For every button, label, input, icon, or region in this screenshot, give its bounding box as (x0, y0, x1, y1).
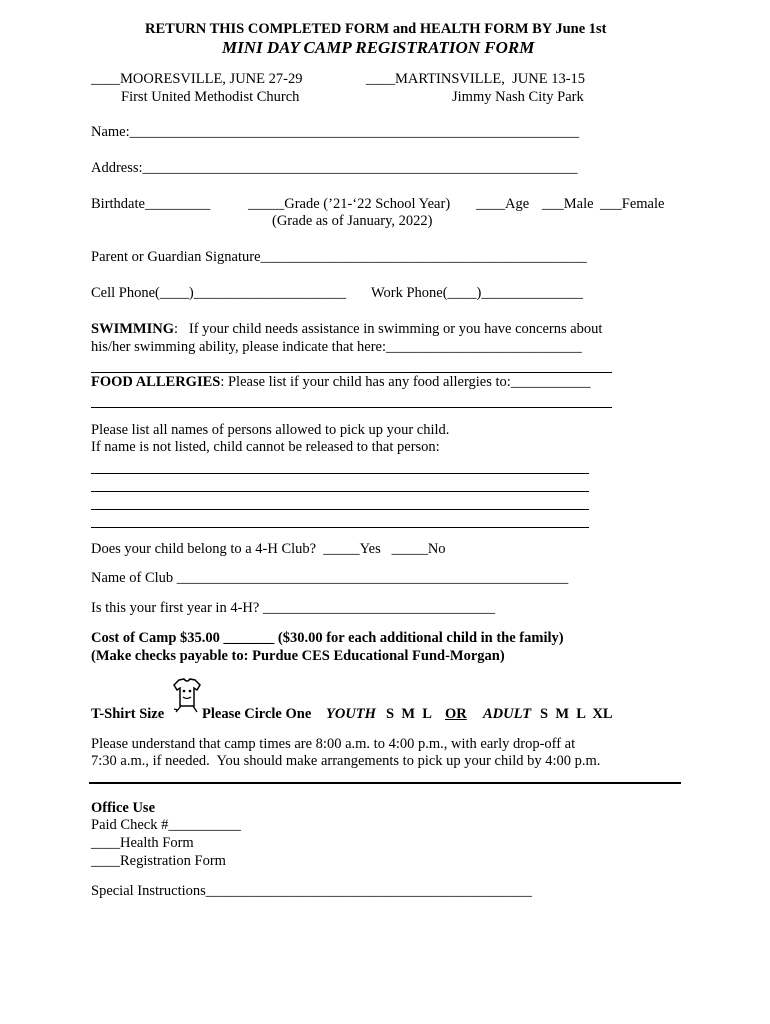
four-h-question[interactable]: Does your child belong to a 4-H Club? _____Yes _____No (91, 541, 446, 557)
adult-label: ADULT (483, 706, 532, 722)
adult-sizes[interactable]: S M L XL (540, 706, 613, 722)
first-year-field[interactable]: Is this your first year in 4-H? ________________________________ (91, 600, 495, 616)
pickup-line[interactable] (91, 527, 589, 528)
cell-phone-field[interactable]: Cell Phone(____)_____________________ (91, 285, 346, 301)
office-use-title: Office Use (91, 800, 156, 816)
tshirt-size-label: T-Shirt Size (91, 706, 165, 722)
location-mooresville-venue: First United Methodist Church (121, 89, 300, 105)
age-field[interactable]: ____Age (476, 196, 530, 212)
grade-field[interactable]: _____Grade (’21-‘22 School Year) (248, 196, 451, 212)
location-martinsville[interactable]: ____MARTINSVILLE, JUNE 13-15 (366, 71, 586, 87)
health-form-check[interactable]: ____Health Form (91, 835, 194, 851)
pickup-line[interactable] (91, 509, 589, 510)
pickup-instruction-2: If name is not listed, child cannot be released to that person: (91, 439, 440, 455)
location-mooresville[interactable]: ____MOORESVILLE, JUNE 27-29 (91, 71, 303, 87)
section-divider (89, 782, 681, 784)
name-field[interactable]: Name:______________________________________________________________ (91, 124, 580, 140)
paid-check-field[interactable]: Paid Check #__________ (91, 817, 241, 833)
female-option[interactable]: ___Female (600, 196, 665, 212)
location-martinsville-venue: Jimmy Nash City Park (452, 89, 584, 105)
birthdate-field[interactable]: Birthdate_________ (91, 196, 211, 212)
cost-line[interactable]: Cost of Camp $35.00 _______ ($30.00 for each additional child in the family) (91, 630, 564, 646)
guardian-signature-field[interactable]: Parent or Guardian Signature_____________________________________________ (91, 249, 587, 265)
pickup-line[interactable] (91, 473, 589, 474)
swimming-section (91, 320, 602, 338)
food-allergies-extra-line[interactable] (91, 407, 612, 408)
address-field[interactable]: Address:____________________________________________________________ (91, 160, 578, 176)
camp-times-line-2: 7:30 a.m., if needed. You should make arrangements to pick up your child by 4:00 p.m. (91, 753, 601, 769)
pickup-line[interactable] (91, 491, 589, 492)
or-label: OR (445, 706, 467, 722)
checks-payable-note: (Make checks payable to: Purdue CES Educational Fund-Morgan) (91, 648, 505, 664)
special-instructions-field[interactable]: Special Instructions_____________________________________________ (91, 883, 533, 899)
swimming-text: : If your child needs assistance in swimming or you have concerns about (173, 321, 603, 337)
food-allergies-label: FOOD ALLERGIES (91, 374, 221, 390)
club-name-field[interactable]: Name of Club ______________________________________________________ (91, 570, 569, 586)
food-allergies-text: : Please list if your child has any food allergies to:___________ (220, 374, 591, 390)
food-allergies-section[interactable] (91, 373, 591, 391)
form-title: MINI DAY CAMP REGISTRATION FORM (222, 38, 535, 57)
work-phone-field[interactable]: Work Phone(____)______________ (371, 285, 583, 301)
swimming-field[interactable]: his/her swimming ability, please indicate that here:___________________________ (91, 339, 582, 355)
return-notice: RETURN THIS COMPLETED FORM and HEALTH FORM BY June 1st (145, 21, 607, 37)
tshirt-icon (170, 676, 202, 718)
youth-sizes[interactable]: S M L (386, 706, 432, 722)
male-option[interactable]: ___Male (542, 196, 594, 212)
camp-times-line-1: Please understand that camp times are 8:00 a.m. to 4:00 p.m., with early drop-off at (91, 736, 576, 752)
registration-form-check[interactable]: ____Registration Form (91, 853, 226, 869)
circle-one-instruction: Please Circle One (202, 706, 312, 722)
pickup-instruction-1: Please list all names of persons allowed to pick up your child. (91, 422, 450, 438)
grade-note: (Grade as of January, 2022) (272, 213, 433, 229)
youth-label: YOUTH (326, 706, 376, 722)
swimming-label: SWIMMING (91, 321, 174, 337)
